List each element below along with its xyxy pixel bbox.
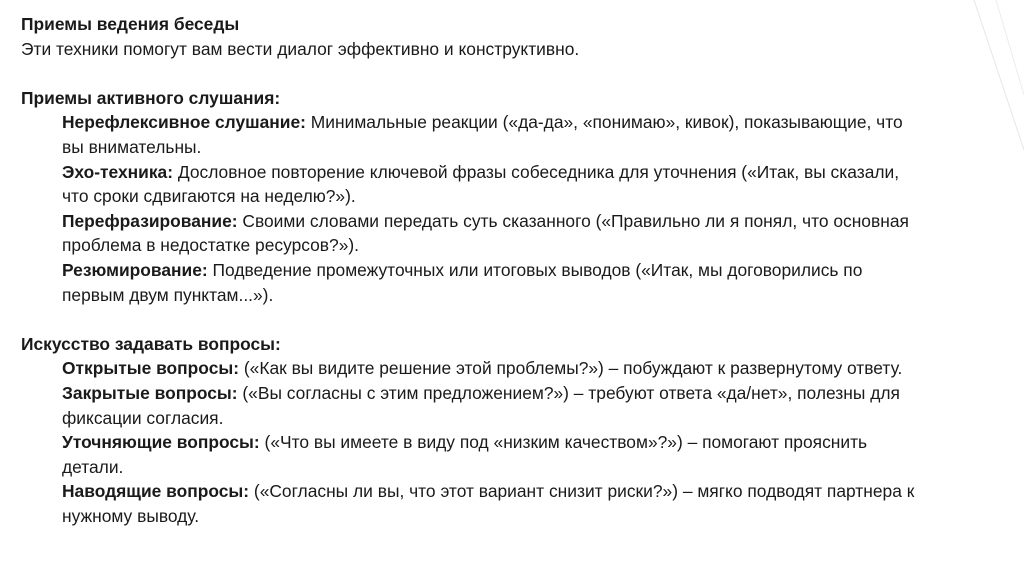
item-term: Закрытые вопросы:	[62, 382, 238, 403]
item-text: Подведение промежуточных или итоговых выводов («Итак, мы договорились по первым двум пунктам...»).	[62, 259, 863, 305]
list-item	[62, 381, 922, 430]
item-term: Наводящие вопросы:	[62, 481, 250, 502]
slide-subtitle: Эти техники помогут вам вести диалог эффективно и конструктивно.	[21, 38, 580, 59]
item-term: Перефразирование:	[62, 210, 238, 231]
section-heading-questions: Искусство задавать вопросы:	[21, 333, 281, 354]
slide-title: Приемы ведения беседы	[21, 14, 240, 34]
item-text: Своими словами передать суть сказанного («Правильно ли я понял, что основная проблема в недостатке ресурсов?»).	[62, 210, 909, 256]
item-text: («Согласны ли вы, что этот вариант снизит риски?») – мягко подводят партнера к нужному выводу.	[62, 481, 915, 526]
spacer	[21, 61, 981, 86]
list-item	[62, 479, 922, 528]
list-item	[62, 258, 922, 307]
list-item	[62, 160, 922, 209]
item-term: Нерефлексивное слушание:	[62, 112, 306, 133]
item-term: Резюмирование:	[62, 259, 208, 280]
section-heading-active-listening: Приемы активного слушания:	[21, 87, 281, 108]
item-text: («Как вы видите решение этой проблемы?») – побуждают к развернутому ответу.	[243, 358, 903, 379]
item-text: Минимальные реакции («да-да», «понимаю», кивок), показывающие, что вы внимательны.	[62, 112, 903, 157]
slide-content	[21, 12, 981, 528]
list-item	[62, 110, 922, 159]
list-item	[62, 209, 922, 258]
spacer	[21, 307, 981, 332]
item-term: Эхо-техника:	[62, 161, 174, 182]
list-item	[62, 356, 922, 381]
list-item	[62, 430, 922, 479]
item-text: Дословное повторение ключевой фразы собеседника для уточнения («Итак, вы сказали, что сроки сдвигаются на неделю?»).	[62, 161, 900, 207]
item-term: Уточняющие вопросы:	[62, 432, 260, 453]
item-text: («Что вы имеете в виду под «низким качеством»?») – помогают прояснить детали.	[62, 432, 868, 477]
item-text: («Вы согласны с этим предложением?») – требуют ответа «да/нет», полезны для фиксации согласия.	[62, 382, 900, 428]
item-term: Открытые вопросы:	[62, 358, 240, 379]
